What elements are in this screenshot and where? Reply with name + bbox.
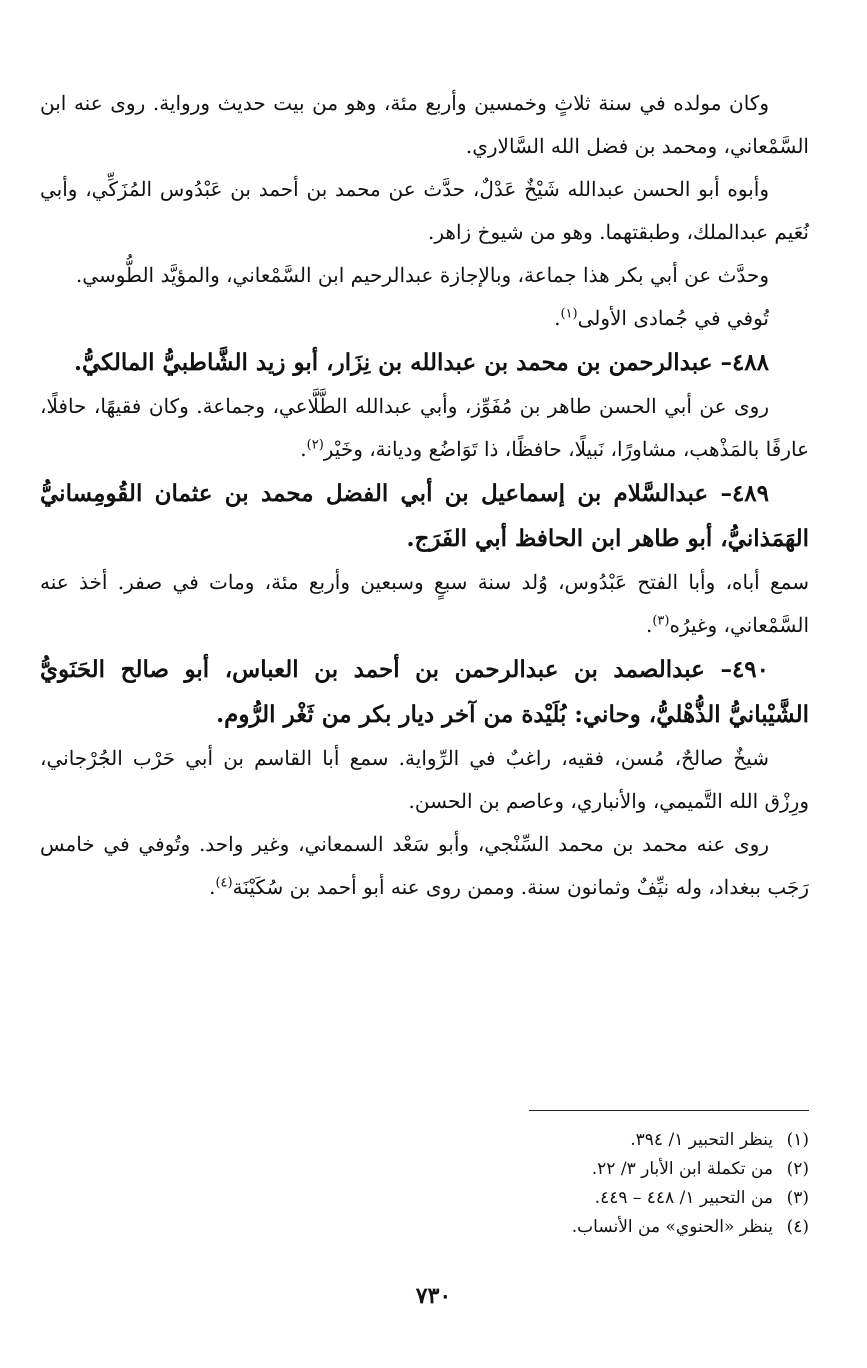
- footnote-item: [40, 1213, 809, 1242]
- entry-490-number: ٤٩٠–: [720, 656, 769, 683]
- footnote-divider: [529, 1110, 809, 1111]
- page-number: ٧٣٠: [415, 1283, 452, 1309]
- entry-488-body: روى عن أبي الحسن طاهر بن مُفَوِّز، وأبي عبدالله الطَّلَّاعي، وجماعة. وكان فقيهًا، حافلًا، عارفًا بالمَذْهب، مشاورًا، نَبيلًا، حافظًا، ذا تَوَاضُع وديانة، وخَيْر: [40, 394, 809, 461]
- footnote-item: [40, 1184, 809, 1213]
- footnotes: [40, 1126, 809, 1242]
- entry-488-title: [40, 340, 809, 385]
- main-text: [40, 82, 809, 909]
- paragraph-narrators: وحدَّث عن أبي بكر هذا جماعة، وبالإجازة عبدالرحيم ابن السَّمْعاني، والمؤيَّد الطُّوسي.: [75, 263, 769, 287]
- footnote-number: (٢): [786, 1159, 809, 1179]
- footnote-number: (٤): [786, 1217, 809, 1237]
- footnote-number: (١): [786, 1130, 809, 1150]
- entry-489-number: ٤٨٩–: [720, 480, 769, 507]
- entry-488-text: [40, 385, 809, 471]
- entry-490-name: عبدالصمد بن عبدالرحمن بن أحمد بن العباس، أبو صالح الحَنَويُّ الشَّيْبانيُّ الذُّهْليُّ، وحاني: بُلَيْدة من آخر ديار بكر من ثَغْر الرُّوم.: [40, 656, 809, 728]
- footnote-ref-3: (٣): [652, 613, 670, 629]
- paragraph-birth: وكان مولده في سنة ثلاثٍ وخمسين وأربع مئة، وهو من بيت حديث ورواية. روى عنه ابن السَّمْعاني، ومحمد بن فضل الله السَّالاري.: [40, 91, 809, 158]
- footnote-text: ينظر «الحنوي» من الأنساب.: [571, 1217, 773, 1237]
- footnote-ref-2: (٢): [306, 437, 324, 453]
- footnote-text: ينظر التحبير ١/ ٣٩٤.: [630, 1130, 773, 1150]
- footnote-ref-1: (١): [560, 306, 578, 322]
- entry-488-end: .: [300, 437, 307, 461]
- entry-490-end: .: [209, 875, 216, 899]
- paragraph-father: وأبوه أبو الحسن عبدالله شَيْخٌ عَدْلٌ، حدَّث عن محمد بن أحمد بن عَبْدُوس المُزَكِّي، وأبي نُعَيم عبدالملك، وطبقتهما. وهو من شيوخ زاهر.: [40, 177, 809, 244]
- entry-489-text: [40, 561, 809, 647]
- entry-488-number: ٤٨٨–: [720, 349, 769, 376]
- entry-489-body: سمع أباه، وأبا الفتح عَبْدُوس، وُلد سنة سبعٍ وسبعين وأربع مئة، ومات في صفر. أخذ عنه السَّمْعاني، وغيرُه: [40, 570, 809, 637]
- entry-490-body2: روى عنه محمد بن محمد السِّنْجي، وأبو سَعْد السمعاني، وغير واحد. وتُوفي في خامس رَجَب ببغداد، وله نيِّفٌ وثمانون سنة. وممن روى عنه أبو أحمد بن سُكَيْنَة: [40, 832, 809, 899]
- entry-489-end: .: [645, 613, 653, 637]
- entry-490-text2: [40, 823, 809, 909]
- footnote-ref-4: (٤): [215, 875, 233, 891]
- footnote-number: (٣): [786, 1188, 809, 1208]
- footnote-item: [40, 1126, 809, 1155]
- entry-489-title: [40, 471, 809, 561]
- footnote-text: من تكملة ابن الأبار ٣/ ٢٢.: [591, 1159, 773, 1179]
- footnote-item: [40, 1155, 809, 1184]
- footnote-text: من التحبير ١/ ٤٤٨ – ٤٤٩.: [594, 1188, 773, 1208]
- entry-490-title: [40, 647, 809, 737]
- entry-488-name: عبدالرحمن بن محمد بن عبدالله بن نِزَار، أبو زيد الشَّاطبيُّ المالكيُّ.: [73, 349, 713, 376]
- death-end: .: [554, 306, 561, 330]
- entry-490-text: شيخٌ صالحٌ، مُسن، فقيه، راغبٌ في الرِّواية. سمع أبا القاسم بن أبي حَرْب الجُرْجاني، ورِزْق الله التَّميمي، والأنباري، وعاصم بن الحسن.: [40, 746, 809, 813]
- paragraph-death: [40, 297, 809, 340]
- entry-489-name: عبدالسَّلام بن إسماعيل بن أبي الفضل محمد بن عثمان القُومِسانيُّ الهَمَذانيُّ، أبو طاهر ابن الحافظ أبي الفَرَج.: [40, 480, 809, 552]
- death-text: تُوفي في جُمادى الأولى: [577, 306, 769, 330]
